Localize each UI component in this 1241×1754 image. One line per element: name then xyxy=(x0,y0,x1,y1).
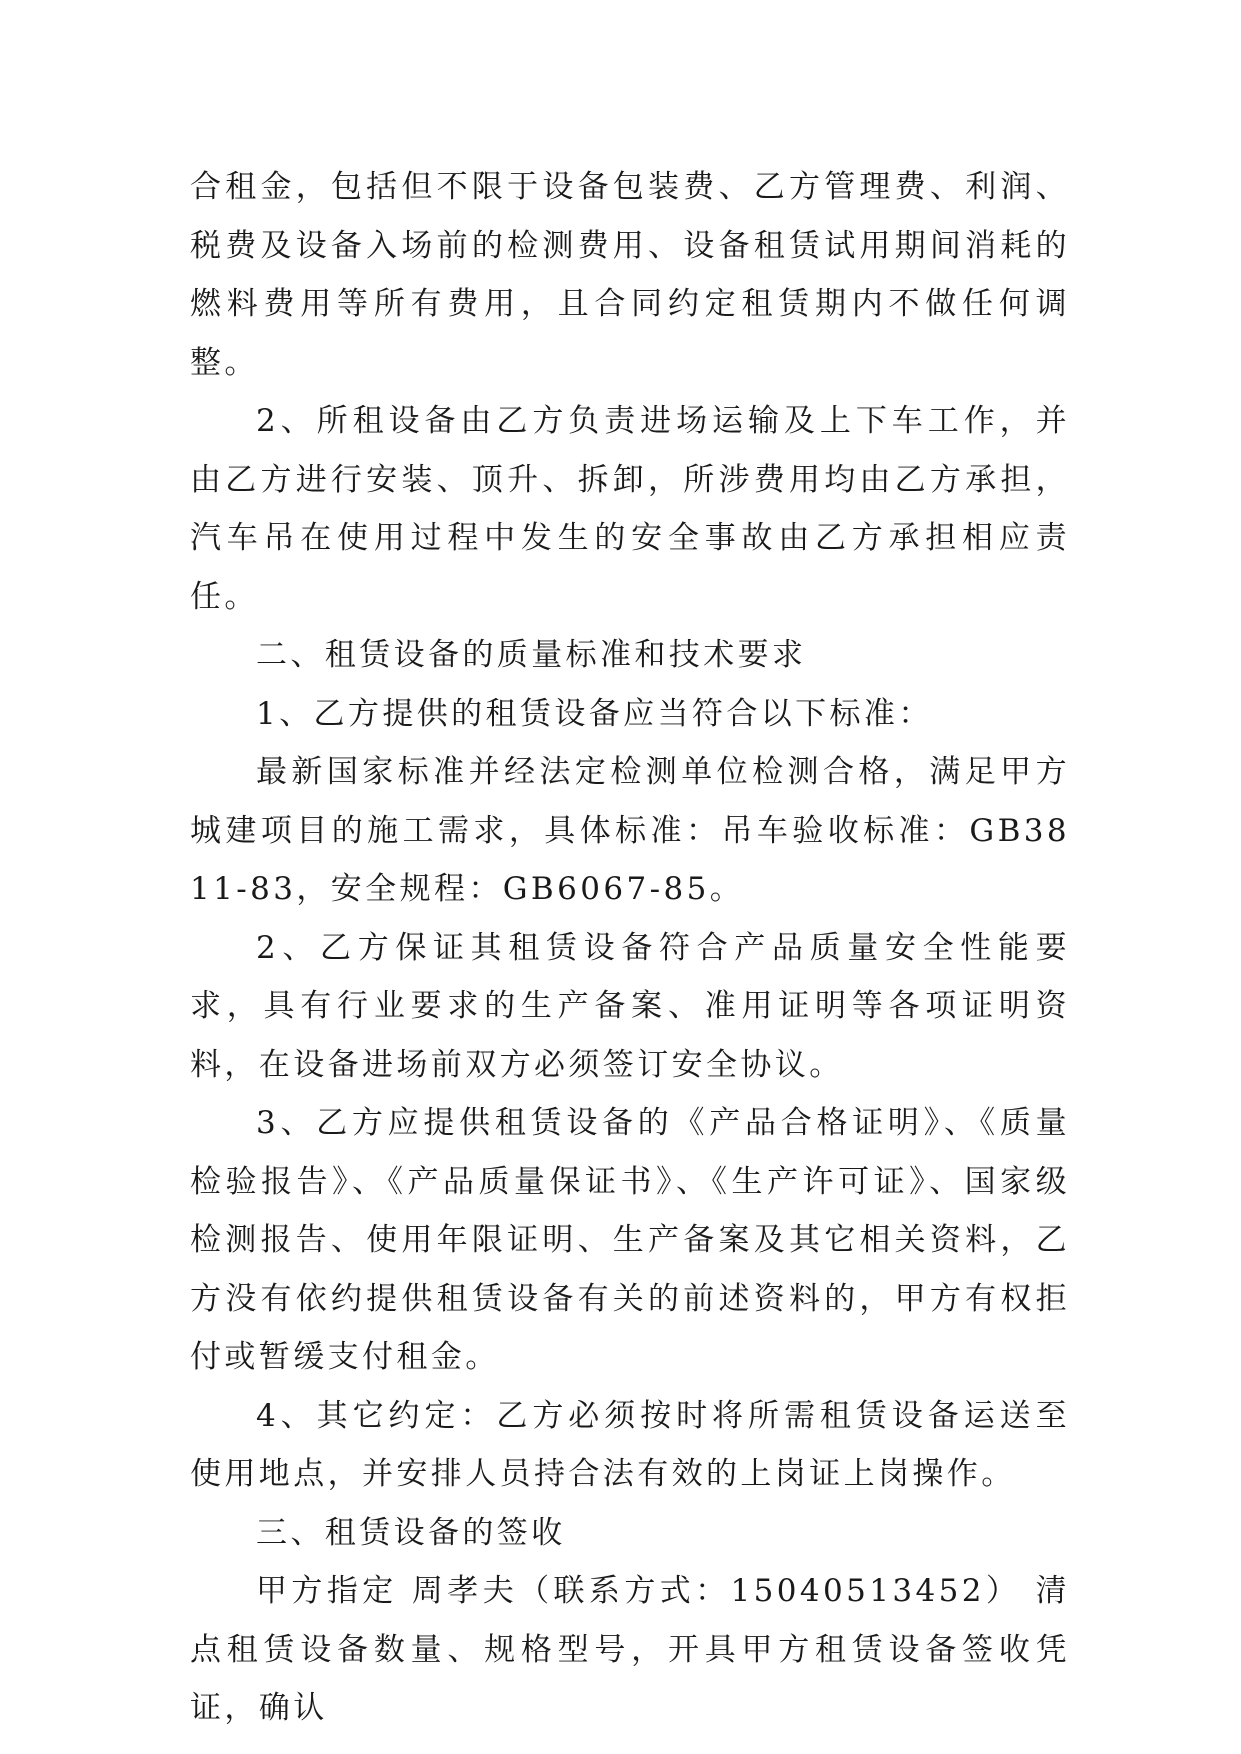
paragraph-receipt-contact: 甲方指定 周孝夫（联系方式：15040513452） 清点租赁设备数量、规格型号，开具甲方租赁设备签收凭证，确认 xyxy=(190,1573,1070,1726)
paragraph-rent-continuation: 合租金，包括但不限于设备包装费、乙方管理费、利润、税费及设备入场前的检测费用、设备租赁试用期间消耗的燃料费用等所有费用，且合同约定租赁期内不做任何调整。 xyxy=(190,169,1070,381)
paragraph-transport-installation: 2、所租设备由乙方负责进场运输及上下车工作，并由乙方进行安装、顶升、拆卸，所涉费用均由乙方承担，汽车吊在使用过程中发生的安全事故由乙方承担相应责任。 xyxy=(190,403,1070,615)
paragraph-national-standards: 最新国家标准并经法定检测单位检测合格，满足甲方城建项目的施工需求，具体标准：吊车验收标准：GB3811-83，安全规程：GB6067-85。 xyxy=(190,754,1070,907)
section-heading-equipment-receipt: 三、租赁设备的签收 xyxy=(256,1514,566,1551)
document-body xyxy=(190,158,1070,1738)
paragraph-other-agreements: 4、其它约定：乙方必须按时将所需租赁设备运送至使用地点，并安排人员持合法有效的上岗证上岗操作。 xyxy=(190,1397,1070,1492)
paragraph-certificates: 3、乙方应提供租赁设备的《产品合格证明》、《质量检验报告》、《产品质量保证书》、《生产许可证》、国家级检测报告、使用年限证明、生产备案及其它相关资料，乙方没有依约提供租赁设备有关的前述资料的，甲方有权拒付或暂缓支付租金。 xyxy=(190,1105,1070,1375)
section-heading-quality-standards: 二、租赁设备的质量标准和技术要求 xyxy=(256,637,807,673)
paragraph-standards-intro: 1、乙方提供的租赁设备应当符合以下标准： xyxy=(256,695,933,732)
paragraph-quality-guarantee: 2、乙方保证其租赁设备符合产品质量安全性能要求，具有行业要求的生产备案、准用证明等各项证明资料，在设备进场前双方必须签订安全协议。 xyxy=(190,929,1070,1083)
